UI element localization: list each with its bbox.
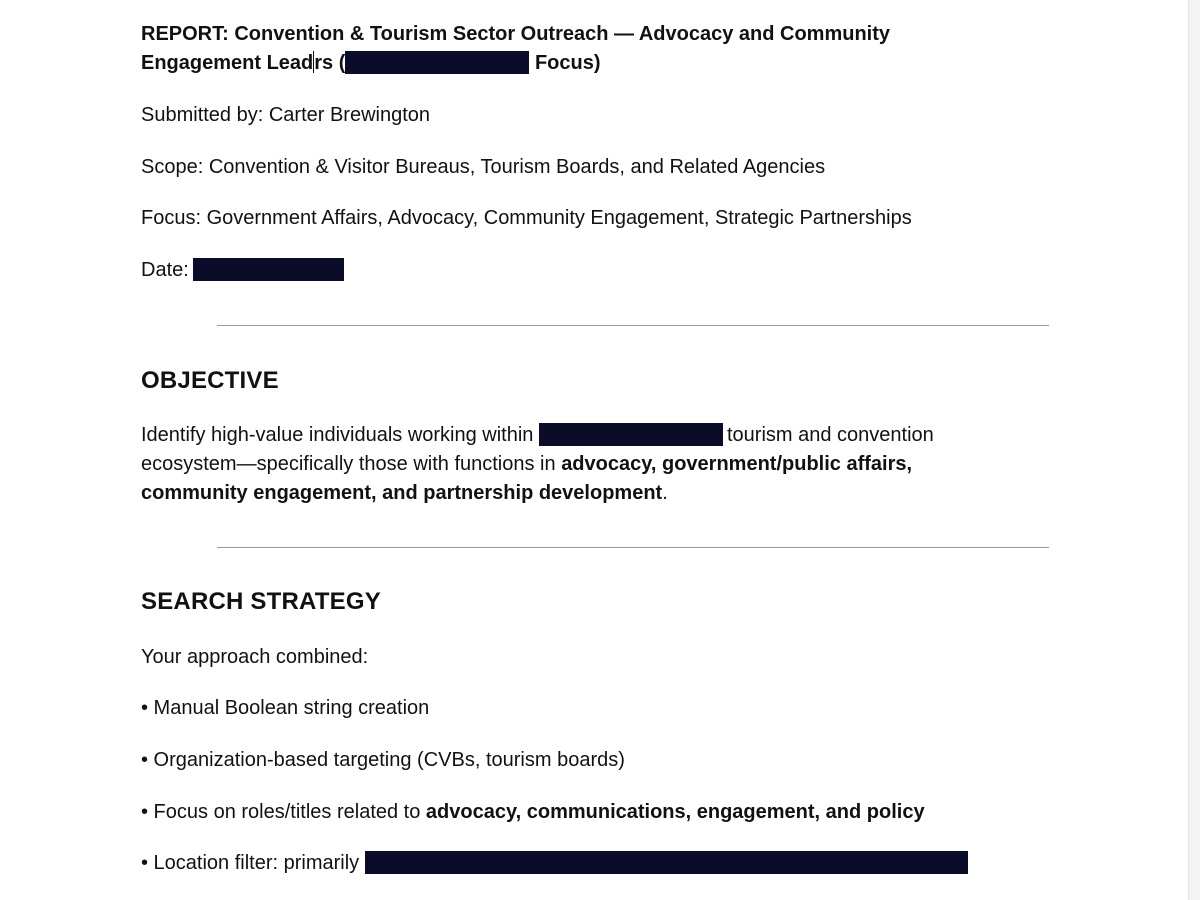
- horizontal-rule: [217, 547, 1049, 548]
- date-label: Date:: [141, 259, 189, 281]
- objective-bold-text: advocacy, government/public affairs,: [561, 453, 913, 475]
- redaction-bar: [539, 423, 723, 446]
- objective-text: Identify high-value individuals working within: [141, 424, 539, 446]
- objective-text: .: [662, 482, 668, 504]
- bullet-item: [141, 798, 1041, 827]
- bullet-text: • Location filter: primarily: [141, 852, 365, 874]
- scope-line: Scope: Convention & Visitor Bureaus, Tourism Boards, and Related Agencies: [141, 156, 826, 178]
- date-line: [141, 256, 344, 285]
- report-title: [141, 20, 1021, 78]
- focus-line: Focus: Government Affairs, Advocacy, Community Engagement, Strategic Partnerships: [141, 207, 912, 229]
- objective-heading: OBJECTIVE: [141, 367, 279, 394]
- bullet-bold-text: advocacy, communications, engagement, and policy: [425, 801, 925, 823]
- title-line-2c: Focus): [529, 52, 601, 74]
- search-strategy-heading: SEARCH STRATEGY: [141, 588, 381, 615]
- horizontal-rule: [217, 325, 1049, 326]
- bullet-text: • Focus on roles/titles related to: [141, 801, 426, 823]
- bullet-item: • Manual Boolean string creation: [141, 697, 430, 719]
- objective-bold-text: community engagement, and partnership development: [141, 482, 663, 504]
- title-line-2a: Engagement Lead: [141, 52, 314, 74]
- title-line-2b: rs (: [314, 52, 346, 74]
- scroll-gutter[interactable]: [1188, 0, 1200, 900]
- objective-paragraph: [141, 421, 1021, 508]
- bullet-item: [141, 849, 1041, 878]
- title-line-1: REPORT: Convention & Tourism Sector Outreach — Advocacy and Community: [141, 23, 890, 45]
- bullet-item: • Organization-based targeting (CVBs, tourism boards): [141, 749, 625, 771]
- redaction-bar: [193, 258, 344, 281]
- objective-text: tourism and convention: [727, 424, 934, 446]
- submitted-by: Submitted by: Carter Brewington: [141, 104, 431, 126]
- redaction-bar: [365, 851, 968, 874]
- search-strategy-intro: Your approach combined:: [141, 646, 369, 668]
- objective-text: ecosystem—specifically those with functions in: [141, 453, 562, 475]
- redaction-bar: [345, 51, 529, 74]
